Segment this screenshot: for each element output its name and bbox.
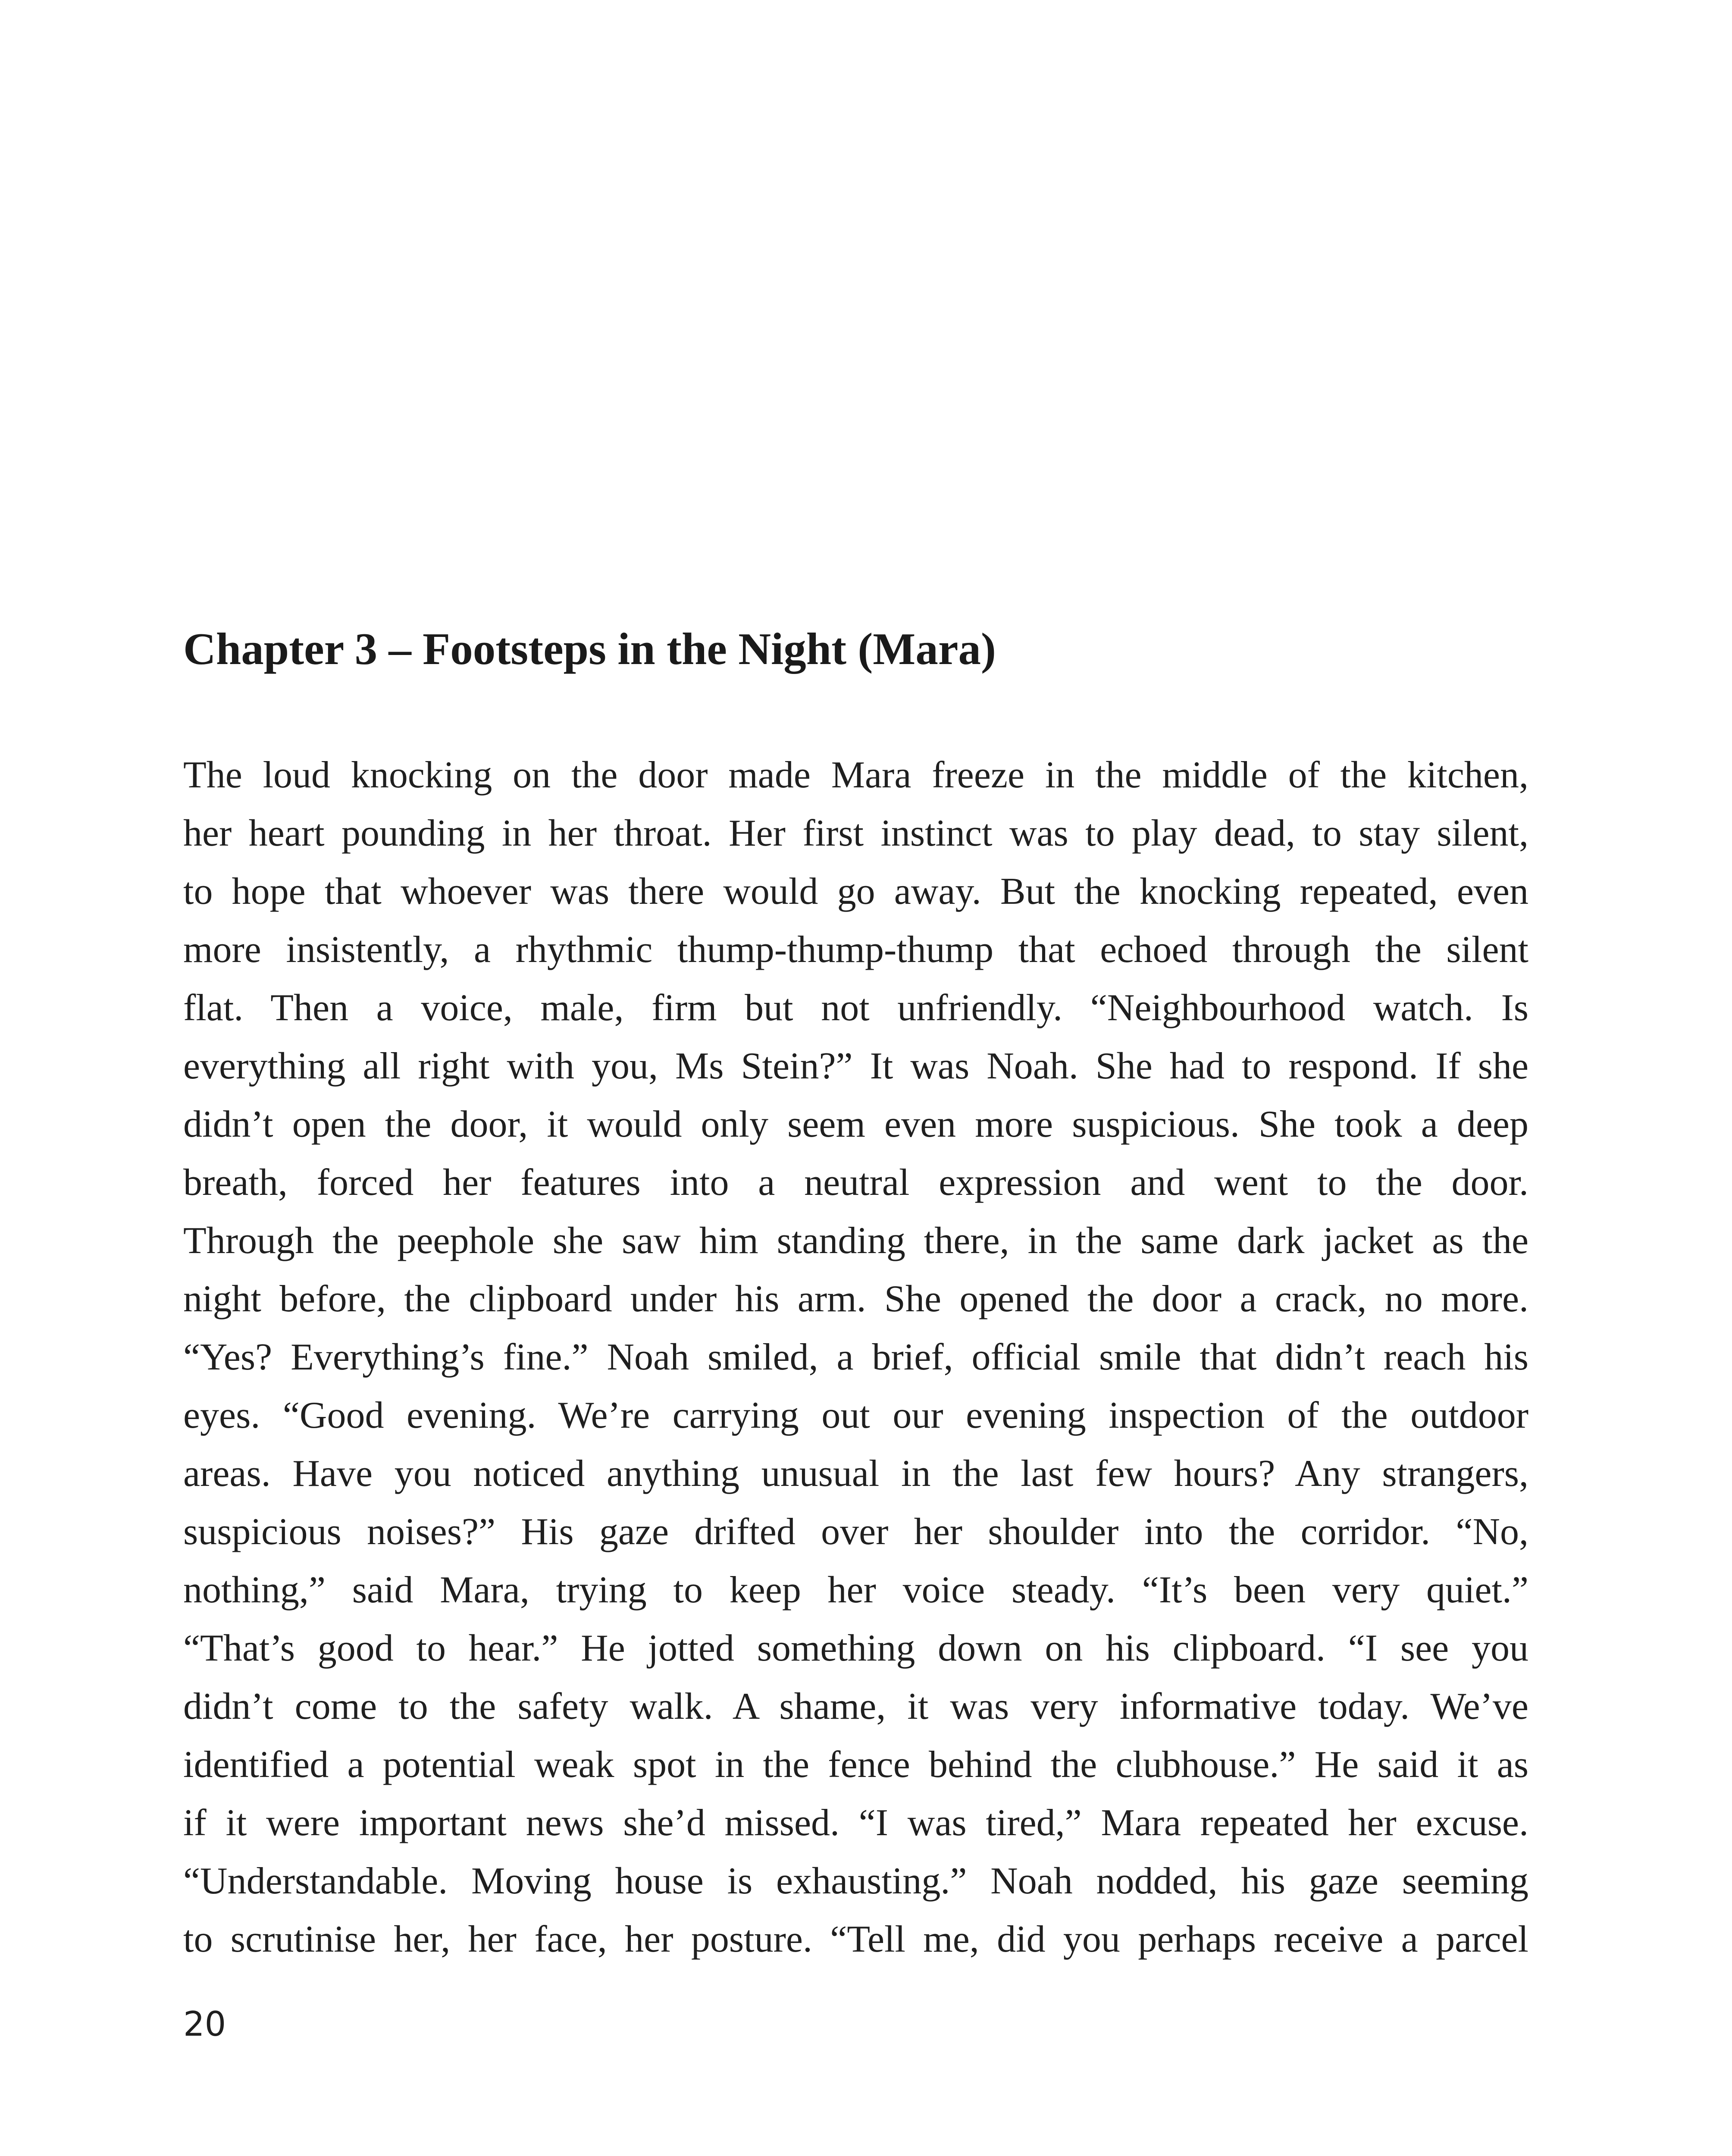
text-line: eyes. “Good evening. We’re carrying out our evening inspection of the outdoor: [183, 1395, 1528, 1436]
chapter-title: Chapter 3 – Footsteps in the Night (Mara): [183, 624, 996, 674]
text-line: didn’t open the door, it would only seem even more suspicious. She took a deep: [183, 1103, 1528, 1145]
text-line: “Yes? Everything’s fine.” Noah smiled, a brief, official smile that didn’t reach his: [183, 1336, 1528, 1378]
text-line: identified a potential weak spot in the fence behind the clubhouse.” He said it as: [183, 1744, 1528, 1786]
text-line: to hope that whoever was there would go away. But the knocking repeated, even: [183, 871, 1528, 912]
text-line: more insistently, a rhythmic thump-thump-thump that echoed through the silent: [183, 929, 1528, 971]
text-line: “Understandable. Moving house is exhausting.” Noah nodded, his gaze seeming: [183, 1860, 1528, 1902]
text-line: nothing,” said Mara, trying to keep her voice steady. “It’s been very quiet.”: [183, 1569, 1528, 1611]
text-line: everything all right with you, Ms Stein?” It was Noah. She had to respond. If she: [183, 1045, 1528, 1087]
text-line: Through the peephole she saw him standing there, in the same dark jacket as the: [183, 1220, 1528, 1262]
text-line: night before, the clipboard under his arm. She opened the door a crack, no more.: [183, 1278, 1528, 1320]
text-line: “That’s good to hear.” He jotted something down on his clipboard. “I see you: [183, 1627, 1528, 1669]
text-line: breath, forced her features into a neutral expression and went to the door.: [183, 1162, 1528, 1203]
text-line: areas. Have you noticed anything unusual in the last few hours? Any strangers,: [183, 1453, 1528, 1495]
body-text: [183, 746, 1528, 1968]
text-line: her heart pounding in her throat. Her first instinct was to play dead, to stay silent,: [183, 812, 1528, 854]
text-line: suspicious noises?” His gaze drifted over her shoulder into the corridor. “No,: [183, 1511, 1528, 1553]
text-line: The loud knocking on the door made Mara freeze in the middle of the kitchen,: [183, 754, 1528, 796]
page-number: 20: [183, 2005, 226, 2044]
text-line: if it were important news she’d missed. “I was tired,” Mara repeated her excuse.: [183, 1802, 1528, 1844]
text-line: didn’t come to the safety walk. A shame, it was very informative today. We’ve: [183, 1686, 1528, 1727]
text-line: to scrutinise her, her face, her posture. “Tell me, did you perhaps receive a parcel: [183, 1918, 1528, 1960]
text-line: flat. Then a voice, male, firm but not unfriendly. “Neighbourhood watch. Is: [183, 987, 1528, 1029]
